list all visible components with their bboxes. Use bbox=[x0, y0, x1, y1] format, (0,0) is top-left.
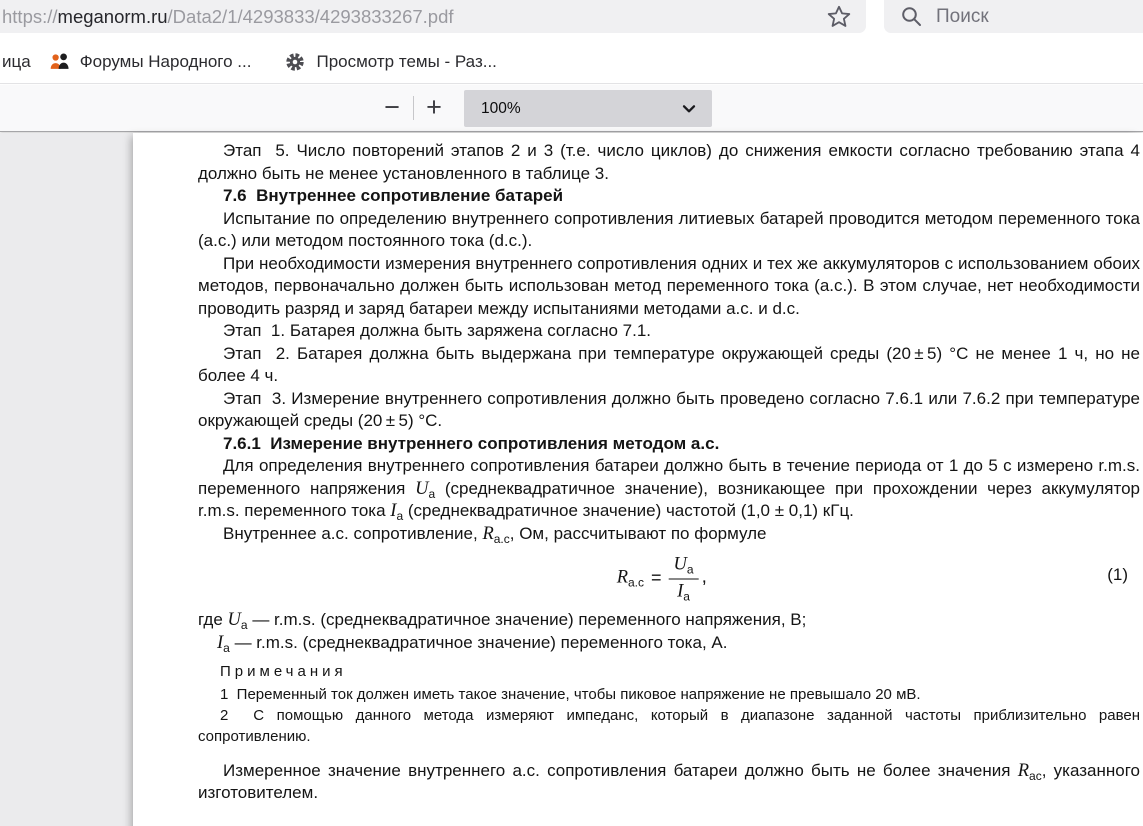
url-scheme: https:// bbox=[2, 5, 58, 27]
note-1: 1 Переменный ток должен иметь такое значение, чтобы пиковое напряжение не превышало 20 мВ. bbox=[220, 685, 921, 703]
variable-Ua: U bbox=[415, 478, 429, 499]
formula-1 bbox=[198, 549, 1140, 607]
variable-Rac: R bbox=[482, 523, 494, 544]
where-line-voltage: где $U_а$ — r.m.s. (среднеквадратичное значение) переменного напряжения, В; bbox=[198, 610, 807, 632]
page-url bbox=[2, 6, 818, 28]
toolbar-divider bbox=[413, 96, 414, 120]
fraction: $\frac{U_а}{I_а}$ bbox=[669, 554, 699, 603]
paragraph-step1: Этап 1. Батарея должна быть заряжена согласно 7.1. bbox=[223, 321, 652, 340]
paragraph-step5: Этап 5. Число повторений этапов 2 и 3 (т.е. число циклов) до снижения емкости согласно требованию этапа 4 должно быть не менее установленного в таблице 3. bbox=[198, 141, 1140, 183]
bookmark-item-forum[interactable] bbox=[49, 51, 252, 72]
url-host: meganorm.ru bbox=[57, 5, 168, 27]
search-placeholder: Поиск bbox=[936, 5, 989, 27]
bookmarks-bar bbox=[0, 40, 1143, 84]
zoom-out-button[interactable]: − bbox=[380, 85, 404, 130]
variable-Rac-2: R bbox=[1017, 760, 1030, 781]
paragraph-formula-intro: Внутреннее a.c. сопротивление, $R_{a.c}$, Ом, рассчитывают по формуле bbox=[223, 523, 767, 546]
variable-Ia: I bbox=[390, 501, 397, 521]
forum-people-icon bbox=[49, 51, 70, 72]
browser-chrome bbox=[0, 0, 1143, 133]
formula-expression: $R_{a.c}$ = $\frac{U_а}{I_а}$ , bbox=[616, 554, 707, 603]
pdf-toolbar bbox=[0, 85, 1143, 132]
zoom-level-value: 100% bbox=[481, 99, 521, 117]
bookmark-item-truncated[interactable] bbox=[2, 52, 31, 72]
bookmark-star-icon[interactable] bbox=[826, 4, 852, 30]
zoom-level-dropdown[interactable] bbox=[464, 90, 712, 127]
note-2: 2 С помощью данного метода измеряют импеданс, который в диапазоне заданной частоты приблизительно равен сопротивлению. bbox=[198, 706, 1140, 745]
search-bar[interactable] bbox=[884, 0, 1143, 33]
document-text bbox=[198, 140, 1140, 805]
heading-7-6-1: 7.6.1 Измерение внутреннего сопротивления методом a.c. bbox=[223, 433, 720, 453]
heading-7-6: 7.6 Внутреннее сопротивление батарей bbox=[223, 186, 564, 205]
notes-title: Примечания bbox=[220, 663, 347, 680]
bookmark-label: Форумы Народного ... bbox=[79, 51, 252, 71]
paragraph-ac-measurement: Для определения внутреннего сопротивления батареи должно быть в течение периода от 1 до 5 с измерено r.m.s. переменного напряжения $U_а$ (среднеквадратичное значение), возникающее при прохождении через аккумулятор r.m.s. переменного тока $I_а$ (среднеквадратичное значение) частотой (1,0 ± 0,1) кГц. bbox=[198, 456, 1140, 523]
bookmark-label: Просмотр темы - Раз... bbox=[316, 51, 497, 71]
zoom-in-button[interactable]: + bbox=[421, 85, 447, 130]
gear-icon bbox=[284, 51, 306, 73]
paragraph-measured-value: Измеренное значение внутреннего a.c. сопротивления батареи должно быть не более значения $R_{ac}$, указанного изготовителем. bbox=[198, 760, 1140, 802]
formula-number: (1) bbox=[1107, 565, 1128, 584]
paragraph-step2: Этап 2. Батарея должна быть выдержана при температуре окружающей среды (20 ± 5) °С не менее 1 ч, но не более 4 ч. bbox=[198, 343, 1140, 385]
paragraph-step3: Этап 3. Измерение внутреннего сопротивления должно быть проведено согласно 7.6.1 или 7.6.2 при температуре окружающей среды (20 ± 5) °С. bbox=[198, 388, 1140, 430]
bookmark-item-topic[interactable] bbox=[284, 51, 496, 73]
where-line-current: $I_а$ — r.m.s. (среднеквадратичное значение) переменного тока, А. bbox=[217, 632, 728, 655]
paragraph-test-method: Испытание по определению внутреннего сопротивления литиевых батарей проводится методом переменного тока (a.c.) или методом постоянного тока (d.c.). bbox=[198, 208, 1140, 250]
paragraph-both-methods: При необходимости измерения внутреннего сопротивления одних и тех же аккумуляторов с использованием обоих методов, первоначально должен быть использован метод переменного тока (a.c.). В этом случае, нет необходимости проводить разряд и заряд батареи между испытаниями методами a.c. и d.c. bbox=[198, 253, 1140, 318]
pdf-viewport[interactable] bbox=[0, 133, 1143, 826]
search-icon bbox=[900, 5, 923, 28]
bookmark-label: ица bbox=[2, 51, 31, 71]
chevron-down-icon bbox=[682, 104, 696, 114]
url-path: /Data2/1/4293833/4293833267.pdf bbox=[167, 5, 454, 27]
url-bar[interactable] bbox=[0, 0, 866, 33]
pdf-page bbox=[133, 133, 1143, 826]
